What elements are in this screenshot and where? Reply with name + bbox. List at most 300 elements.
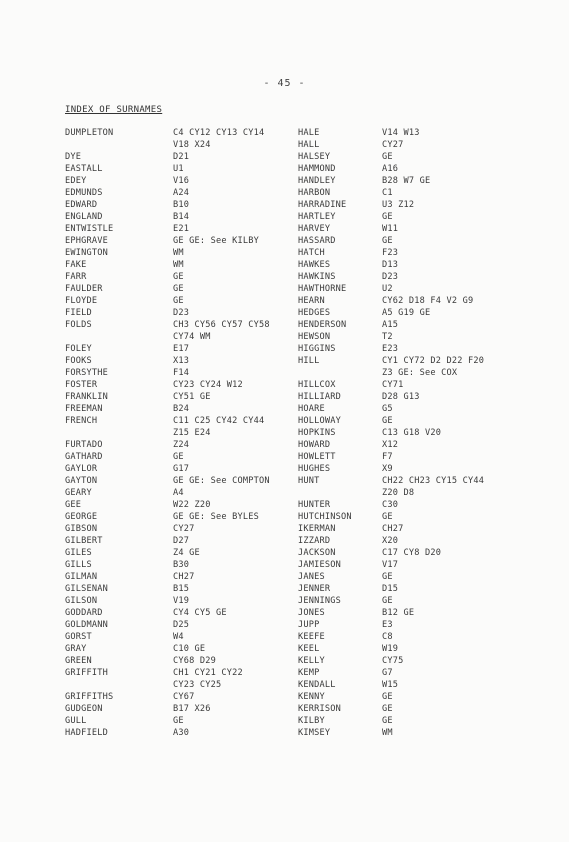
surname: JONES xyxy=(298,608,325,618)
surname: FREEMAN xyxy=(65,404,103,414)
surname: KEEFE xyxy=(298,632,325,642)
reference-list xyxy=(173,319,270,343)
index-entry xyxy=(65,295,305,307)
index-entry xyxy=(298,427,518,439)
index-entry xyxy=(65,643,305,655)
surname: EDWARD xyxy=(65,200,98,210)
surname: JENNINGS xyxy=(298,596,341,606)
surname: GRIFFITHS xyxy=(65,692,114,702)
reference-codes: B28 W7 GE xyxy=(382,176,431,186)
index-entry xyxy=(298,715,518,727)
surname: GRAY xyxy=(65,644,87,654)
reference-list xyxy=(173,439,189,451)
reference-list xyxy=(382,295,473,307)
surname: KENDALL xyxy=(298,680,336,690)
reference-codes: GE xyxy=(382,236,393,246)
reference-codes: W22 Z20 xyxy=(173,500,211,510)
reference-codes: GE GE: See KILBY xyxy=(173,236,259,246)
surname: GILBERT xyxy=(65,536,103,546)
reference-list xyxy=(382,175,430,187)
reference-list xyxy=(173,175,189,187)
surname: EWINGTON xyxy=(65,248,108,258)
index-entry xyxy=(298,595,518,607)
reference-codes: W11 xyxy=(382,224,399,234)
surname: HILLIARD xyxy=(298,392,341,402)
index-entry xyxy=(65,127,305,151)
reference-codes: A4 xyxy=(173,488,184,498)
reference-list xyxy=(382,127,420,139)
surname: HALE xyxy=(298,128,320,138)
index-entry xyxy=(298,391,518,403)
surname: HEARN xyxy=(298,296,325,306)
reference-codes: F14 xyxy=(173,368,190,378)
reference-codes: C1 xyxy=(382,188,393,198)
surname: GAYLOR xyxy=(65,464,98,474)
surname: GATHARD xyxy=(65,452,103,462)
surname: KELLY xyxy=(298,656,325,666)
reference-codes: GE xyxy=(382,416,393,426)
index-entry xyxy=(298,415,518,427)
index-entry xyxy=(65,547,305,559)
reference-list xyxy=(382,223,398,235)
index-entry xyxy=(65,715,305,727)
surname: JENNER xyxy=(298,584,331,594)
index-entry xyxy=(65,211,305,223)
reference-list xyxy=(382,151,393,163)
reference-list xyxy=(382,235,393,247)
reference-list xyxy=(382,271,398,283)
surname: GILMAN xyxy=(65,572,98,582)
reference-codes: D13 xyxy=(382,260,399,270)
reference-codes: CY62 D18 F4 V2 G9 xyxy=(382,296,474,306)
reference-list xyxy=(173,487,184,499)
index-entry xyxy=(65,583,305,595)
reference-codes: X20 xyxy=(382,536,399,546)
reference-codes: E23 xyxy=(382,344,399,354)
right-column xyxy=(298,127,518,739)
index-entry xyxy=(298,463,518,475)
reference-list xyxy=(382,391,420,403)
reference-list xyxy=(173,523,195,535)
reference-list xyxy=(382,655,404,667)
surname: JAMIESON xyxy=(298,560,341,570)
index-entry xyxy=(65,319,305,343)
index-entry xyxy=(298,643,518,655)
surname: HENDERSON xyxy=(298,320,347,330)
reference-codes: D25 xyxy=(173,620,190,630)
index-entry xyxy=(298,583,518,595)
reference-codes: Z24 xyxy=(173,440,190,450)
index-entry xyxy=(298,679,518,691)
reference-codes: B10 xyxy=(173,200,190,210)
surname: HUGHES xyxy=(298,464,331,474)
reference-list xyxy=(382,499,398,511)
index-entry xyxy=(298,283,518,295)
reference-codes: A24 xyxy=(173,188,190,198)
reference-list xyxy=(173,307,189,319)
reference-codes: Z4 GE xyxy=(173,548,200,558)
index-entry xyxy=(65,187,305,199)
reference-codes: CY74 WM xyxy=(173,332,211,342)
index-entry xyxy=(298,619,518,631)
reference-codes: GE GE: See COMPTON xyxy=(173,476,270,486)
reference-list xyxy=(382,631,393,643)
reference-list xyxy=(382,511,393,523)
reference-list xyxy=(382,607,414,619)
index-entry xyxy=(65,391,305,403)
reference-codes: A30 xyxy=(173,728,190,738)
reference-codes: Z20 D8 xyxy=(382,488,415,498)
surname: KIMSEY xyxy=(298,728,331,738)
reference-list xyxy=(382,343,398,355)
surname: HUTCHINSON xyxy=(298,512,352,522)
surname: HOARE xyxy=(298,404,325,414)
reference-codes: CY68 D29 xyxy=(173,656,216,666)
reference-codes: GE xyxy=(382,512,393,522)
reference-codes: B14 xyxy=(173,212,190,222)
index-entry xyxy=(65,235,305,247)
reference-codes: E17 xyxy=(173,344,190,354)
reference-codes: C10 GE xyxy=(173,644,206,654)
index-entry xyxy=(298,667,518,679)
reference-list xyxy=(382,619,393,631)
reference-list xyxy=(173,607,227,619)
reference-list xyxy=(382,403,393,415)
index-entry xyxy=(65,523,305,535)
index-entry xyxy=(65,691,305,703)
reference-list xyxy=(382,463,393,475)
surname: HADFIELD xyxy=(65,728,108,738)
reference-codes: U1 xyxy=(173,164,184,174)
reference-list xyxy=(382,451,393,463)
reference-codes: U2 xyxy=(382,284,393,294)
surname: EASTALL xyxy=(65,164,103,174)
index-entry xyxy=(65,463,305,475)
index-entry xyxy=(298,703,518,715)
reference-list xyxy=(382,139,404,151)
index-entry xyxy=(298,355,518,379)
reference-codes: CY71 xyxy=(382,380,404,390)
reference-codes: D23 xyxy=(382,272,399,282)
reference-codes: GE GE: See BYLES xyxy=(173,512,259,522)
surname: HAWKINS xyxy=(298,272,336,282)
surname: HALSEY xyxy=(298,152,331,162)
reference-codes: V16 xyxy=(173,176,190,186)
surname: GULL xyxy=(65,716,87,726)
surname: GAYTON xyxy=(65,476,98,486)
reference-codes: CY67 xyxy=(173,692,195,702)
reference-codes: Z3 GE: See COX xyxy=(382,368,458,378)
surname: GORST xyxy=(65,632,92,642)
reference-codes: C17 CY8 D20 xyxy=(382,548,442,558)
reference-codes: GE xyxy=(382,212,393,222)
index-entry xyxy=(298,547,518,559)
surname: FRANKLIN xyxy=(65,392,108,402)
surname: FOLDS xyxy=(65,320,92,330)
reference-list xyxy=(173,511,259,523)
surname: HOWARD xyxy=(298,440,331,450)
surname: HUNT xyxy=(298,476,320,486)
reference-list xyxy=(173,499,211,511)
surname: HOLLOWAY xyxy=(298,416,341,426)
surname: GILSENAN xyxy=(65,584,108,594)
reference-list xyxy=(382,679,398,691)
reference-codes: C30 xyxy=(382,500,399,510)
reference-list xyxy=(173,643,205,655)
reference-codes: G7 xyxy=(382,668,393,678)
surname: FOOKS xyxy=(65,356,92,366)
reference-codes: X13 xyxy=(173,356,190,366)
reference-list xyxy=(382,379,404,391)
index-entry xyxy=(298,187,518,199)
reference-list xyxy=(382,583,398,595)
reference-list xyxy=(382,727,393,739)
reference-codes: V14 W13 xyxy=(382,128,420,138)
reference-list xyxy=(173,547,200,559)
reference-list xyxy=(382,427,441,439)
index-entry xyxy=(298,379,518,391)
reference-list xyxy=(382,163,398,175)
surname: HALL xyxy=(298,140,320,150)
reference-codes: D15 xyxy=(382,584,399,594)
reference-codes: C8 xyxy=(382,632,393,642)
reference-list xyxy=(382,415,393,427)
reference-codes: CY27 xyxy=(173,524,195,534)
reference-list xyxy=(173,667,243,691)
index-entry xyxy=(65,223,305,235)
surname: FOLEY xyxy=(65,344,92,354)
reference-codes: CH3 CY56 CY57 CY58 xyxy=(173,320,270,330)
reference-list xyxy=(173,391,211,403)
surname: FLOYDE xyxy=(65,296,98,306)
reference-list xyxy=(382,439,398,451)
reference-codes: CY27 xyxy=(382,140,404,150)
surname: KENNY xyxy=(298,692,325,702)
reference-list xyxy=(382,643,398,655)
surname: HARRADINE xyxy=(298,200,347,210)
reference-list xyxy=(173,415,264,439)
reference-codes: X9 xyxy=(382,464,393,474)
reference-list xyxy=(382,715,393,727)
index-entry xyxy=(65,307,305,319)
reference-codes: CH22 CH23 CY15 CY44 xyxy=(382,476,485,486)
reference-codes: V19 xyxy=(173,596,190,606)
reference-list xyxy=(382,199,414,211)
reference-list xyxy=(382,211,393,223)
index-entry xyxy=(65,151,305,163)
index-entry xyxy=(65,175,305,187)
surname: ENTWISTLE xyxy=(65,224,114,234)
reference-codes: T2 xyxy=(382,332,393,342)
surname: KEMP xyxy=(298,668,320,678)
reference-codes: E3 xyxy=(382,620,393,630)
reference-codes: B12 GE xyxy=(382,608,415,618)
reference-codes: CY4 CY5 GE xyxy=(173,608,227,618)
surname: GILSON xyxy=(65,596,98,606)
index-entry xyxy=(65,379,305,391)
reference-list xyxy=(173,595,189,607)
index-entry xyxy=(65,595,305,607)
reference-codes: F23 xyxy=(382,248,399,258)
reference-list xyxy=(173,367,189,379)
index-entry xyxy=(298,127,518,139)
reference-list xyxy=(382,535,398,547)
reference-list xyxy=(173,163,184,175)
index-entry xyxy=(298,403,518,415)
reference-list xyxy=(173,247,184,259)
reference-codes: V18 X24 xyxy=(173,140,211,150)
reference-list xyxy=(382,283,393,295)
index-entry xyxy=(65,487,305,499)
index-entry xyxy=(298,235,518,247)
index-entry xyxy=(298,211,518,223)
surname: EDMUNDS xyxy=(65,188,103,198)
reference-list xyxy=(382,355,484,379)
index-entry xyxy=(65,535,305,547)
reference-list xyxy=(382,475,484,499)
surname: EDEY xyxy=(65,176,87,186)
surname: HUNTER xyxy=(298,500,331,510)
index-entry xyxy=(65,259,305,271)
reference-list xyxy=(382,595,393,607)
reference-list xyxy=(173,295,184,307)
reference-codes: CY51 GE xyxy=(173,392,211,402)
reference-codes: GE xyxy=(173,272,184,282)
reference-codes: C13 G18 V20 xyxy=(382,428,442,438)
index-entry xyxy=(298,331,518,343)
reference-list xyxy=(173,559,189,571)
left-column xyxy=(65,127,305,739)
index-entry xyxy=(65,415,305,439)
surname: GILLS xyxy=(65,560,92,570)
reference-codes: D23 xyxy=(173,308,190,318)
reference-list xyxy=(173,403,189,415)
index-entry xyxy=(298,295,518,307)
surname: HIGGINS xyxy=(298,344,336,354)
index-entry xyxy=(65,499,305,511)
reference-codes: D21 xyxy=(173,152,190,162)
surname: HEWSON xyxy=(298,332,331,342)
reference-list xyxy=(173,691,195,703)
reference-list xyxy=(382,307,430,319)
surname: KERRISON xyxy=(298,704,341,714)
reference-list xyxy=(173,343,189,355)
reference-list xyxy=(382,547,441,559)
index-entry xyxy=(298,307,518,319)
reference-list xyxy=(173,259,184,271)
surname: HILL xyxy=(298,356,320,366)
reference-codes: W19 xyxy=(382,644,399,654)
reference-list xyxy=(382,571,393,583)
surname: DYE xyxy=(65,152,82,162)
surname: JANES xyxy=(298,572,325,582)
reference-codes: GE xyxy=(173,296,184,306)
reference-list xyxy=(173,451,184,463)
reference-codes: GE xyxy=(173,452,184,462)
surname: IZZARD xyxy=(298,536,331,546)
reference-codes: B24 xyxy=(173,404,190,414)
index-entry xyxy=(65,403,305,415)
surname: GOLDMANN xyxy=(65,620,108,630)
reference-list xyxy=(382,331,393,343)
reference-codes: B17 X26 xyxy=(173,704,211,714)
reference-list xyxy=(382,259,398,271)
reference-codes: CY23 CY25 xyxy=(173,680,222,690)
index-entry xyxy=(298,559,518,571)
index-entry xyxy=(298,523,518,535)
index-entry xyxy=(65,667,305,691)
index-entry xyxy=(65,451,305,463)
reference-list xyxy=(173,727,189,739)
reference-codes: W15 xyxy=(382,680,399,690)
reference-codes: GE xyxy=(173,716,184,726)
reference-list xyxy=(173,715,184,727)
index-entry xyxy=(298,511,518,523)
reference-list xyxy=(173,151,189,163)
index-entry xyxy=(65,367,305,379)
reference-list xyxy=(382,247,398,259)
reference-codes: GE xyxy=(382,692,393,702)
page-number: - 45 - xyxy=(263,78,306,89)
index-entry xyxy=(65,703,305,715)
reference-list xyxy=(173,223,189,235)
reference-list xyxy=(382,559,398,571)
index-entry xyxy=(65,199,305,211)
index-entry xyxy=(65,511,305,523)
reference-codes: CY1 CY72 D2 D22 F20 xyxy=(382,356,485,366)
index-entry xyxy=(65,247,305,259)
reference-codes: B30 xyxy=(173,560,190,570)
reference-codes: X12 xyxy=(382,440,399,450)
index-entry xyxy=(65,655,305,667)
surname: HAWKES xyxy=(298,260,331,270)
reference-codes: A5 G19 GE xyxy=(382,308,431,318)
surname: HILLCOX xyxy=(298,380,336,390)
reference-list xyxy=(173,631,184,643)
surname: GEARY xyxy=(65,488,92,498)
index-entry xyxy=(298,475,518,499)
reference-list xyxy=(173,283,184,295)
index-entry xyxy=(298,451,518,463)
reference-codes: V17 xyxy=(382,560,399,570)
reference-codes: GE xyxy=(173,284,184,294)
surname: FAULDER xyxy=(65,284,103,294)
reference-codes: WM xyxy=(173,260,184,270)
surname: HAMMOND xyxy=(298,164,336,174)
reference-codes: D27 xyxy=(173,536,190,546)
reference-codes: A15 xyxy=(382,320,399,330)
index-entry xyxy=(298,271,518,283)
surname: GIBSON xyxy=(65,524,98,534)
reference-list xyxy=(382,187,393,199)
index-entry xyxy=(298,163,518,175)
reference-codes: Z15 E24 xyxy=(173,428,211,438)
surname: GRIFFITH xyxy=(65,668,108,678)
surname: HARVEY xyxy=(298,224,331,234)
surname: JUPP xyxy=(298,620,320,630)
reference-list xyxy=(173,619,189,631)
surname: HANDLEY xyxy=(298,176,336,186)
surname: HASSARD xyxy=(298,236,336,246)
index-entry xyxy=(65,343,305,355)
index-entry xyxy=(298,691,518,703)
reference-codes: CH27 xyxy=(382,524,404,534)
surname: ENGLAND xyxy=(65,212,103,222)
surname: FIELD xyxy=(65,308,92,318)
reference-codes: GE xyxy=(382,572,393,582)
index-entry xyxy=(298,199,518,211)
surname: HOPKINS xyxy=(298,428,336,438)
